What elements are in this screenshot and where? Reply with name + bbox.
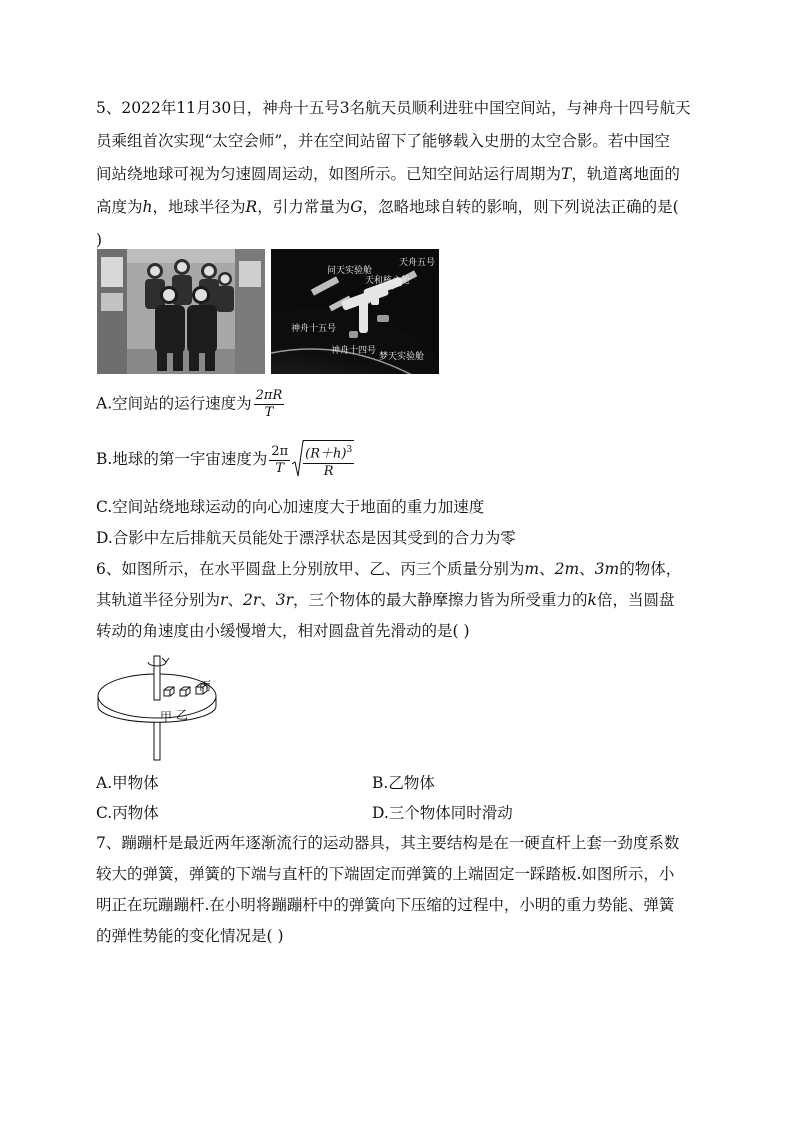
q5-option-b-numerator: 2π <box>271 443 289 459</box>
astronaut-photo-drawing <box>97 249 265 374</box>
q5-var-h: h <box>142 198 153 216</box>
label-sz14: 神舟十四号 <box>331 346 377 356</box>
q6-line-2 <box>96 585 700 616</box>
q6-radius-3: 3r <box>275 591 294 609</box>
q5-option-c: C.空间站绕地球运动的向心加速度大于地面的重力加速度 <box>96 498 485 516</box>
q5-var-R: R <box>245 198 258 216</box>
q6-radius-2: 2r <box>242 591 261 609</box>
astronaut-group-photo <box>97 249 265 374</box>
q6-option-c: C.丙物体 <box>96 804 159 822</box>
q5-line-5: ) <box>96 231 103 249</box>
label-mengtian: 梦天实验舱 <box>379 352 425 362</box>
label-tianhe: 天和核心舱 <box>365 276 411 286</box>
label-sz15: 神舟十五号 <box>291 324 337 334</box>
q6-mass-3: 3m <box>594 560 620 578</box>
q5-option-a-text: A.空间站的运行速度为 <box>96 394 252 413</box>
question-6-stem <box>96 554 700 647</box>
q6-radius-1: r <box>220 591 228 609</box>
q6-line-2-a: 其轨道半径分别为 <box>96 591 221 609</box>
q5-line-2: 员乘组首次实现“太空会师”，并在空间站留下了能够载入史册的太空合影。若中国空 <box>96 132 670 150</box>
q6-line-2-c: 倍，当圆盘 <box>596 591 675 609</box>
space-station-diagram <box>271 249 439 374</box>
q5-option-b-root-denominator: R <box>323 463 334 479</box>
q5-line-4-d: ，忽略地球自转的影响，则下列说法正确的是( <box>362 198 679 216</box>
question-7-stem <box>96 828 700 952</box>
rotating-disc-figure <box>96 652 246 762</box>
q6-var-k: k <box>587 591 597 609</box>
q6-mass-1: m <box>524 560 540 578</box>
q5-option-b-root-numerator: (R＋h) <box>305 446 347 462</box>
q5-option-a-numerator: 2πR <box>255 388 283 403</box>
question-5-stem <box>96 92 700 257</box>
q5-option-d: D.合影中左后排航天员能处于漂浮状态是因其受到的合力为零 <box>96 529 516 547</box>
q7-line-1: 7、蹦蹦杆是最近两年逐渐流行的运动器具，其主要结构是在一硬直杆上套一劲度系数 <box>96 834 680 852</box>
label-wentian: 问天实验舱 <box>327 266 373 276</box>
q5-line-4 <box>96 191 700 224</box>
q5-option-b <box>96 440 356 480</box>
q5-var-G: G <box>350 198 363 216</box>
q6-line-1-b: 的物体， <box>619 560 682 578</box>
q5-option-b-root-fraction <box>303 440 354 479</box>
label-jia: 甲 <box>160 710 173 724</box>
q5-option-b-fraction <box>269 444 290 477</box>
q5-var-T: T <box>561 165 572 183</box>
q6-option-a: A.甲物体 <box>96 774 159 792</box>
q5-option-b-text: B.地球的第一宇宙速度为 <box>96 450 268 468</box>
q5-line-4-a: 高度为 <box>96 198 143 216</box>
q5-line-3 <box>96 158 700 191</box>
q6-option-b: B.乙物体 <box>372 774 435 792</box>
q7-line-4: 的弹性势能的变化情况是( ) <box>96 927 284 945</box>
label-yi: 乙 <box>176 708 189 722</box>
q5-option-a-fraction <box>254 388 285 421</box>
rotating-disc-drawing <box>96 652 246 762</box>
q5-line-3-a: 间站绕地球可视为匀速圆周运动，如图所示。已知空间站运行周期为 <box>96 165 562 183</box>
q6-sep-3: 、 <box>227 591 243 609</box>
q6-line-1-a: 6、如图所示，在水平圆盘上分别放甲、乙、丙三个质量分别为 <box>96 560 525 578</box>
q6-sep-1: 、 <box>539 560 555 578</box>
q5-line-4-c: ，引力常量为 <box>257 198 351 216</box>
q6-line-2-b: ，三个物体的最大静摩擦力皆为所受重力的 <box>293 591 588 609</box>
label-tianzhou: 天舟五号 <box>399 258 436 268</box>
q7-line-3: 明正在玩蹦蹦杆.在小明将蹦蹦杆中的弹簧向下压缩的过程中，小明的重力势能、弹簧 <box>96 896 675 914</box>
q5-line-1: 5、2022年11月30日，神舟十五号3名航天员顺利进驻中国空间站，与神舟十四号航天 <box>96 99 691 117</box>
q6-sep-4: 、 <box>260 591 276 609</box>
q5-option-a-denominator: T <box>264 405 274 420</box>
q5-option-b-root-exponent: 3 <box>346 445 353 456</box>
q6-sep-2: 、 <box>579 560 595 578</box>
q7-line-2: 较大的弹簧，弹簧的下端与直杆的下端固定而弹簧的上端固定一踩踏板.如图所示，小 <box>96 865 675 883</box>
q5-option-b-root <box>292 440 356 480</box>
q5-option-a <box>96 388 286 421</box>
q6-line-3: 转动的角速度由小缓慢增大，相对圆盘首先滑动的是( ) <box>96 622 470 640</box>
q5-line-3-b: ，轨道离地面的 <box>571 165 680 183</box>
label-bing: 丙 <box>199 679 212 693</box>
q6-line-1 <box>96 554 700 585</box>
q5-option-b-denominator: T <box>275 460 285 476</box>
q6-option-d: D.三个物体同时滑动 <box>372 804 513 822</box>
q6-mass-2: 2m <box>554 560 580 578</box>
q5-line-4-b: ，地球半径为 <box>152 198 246 216</box>
